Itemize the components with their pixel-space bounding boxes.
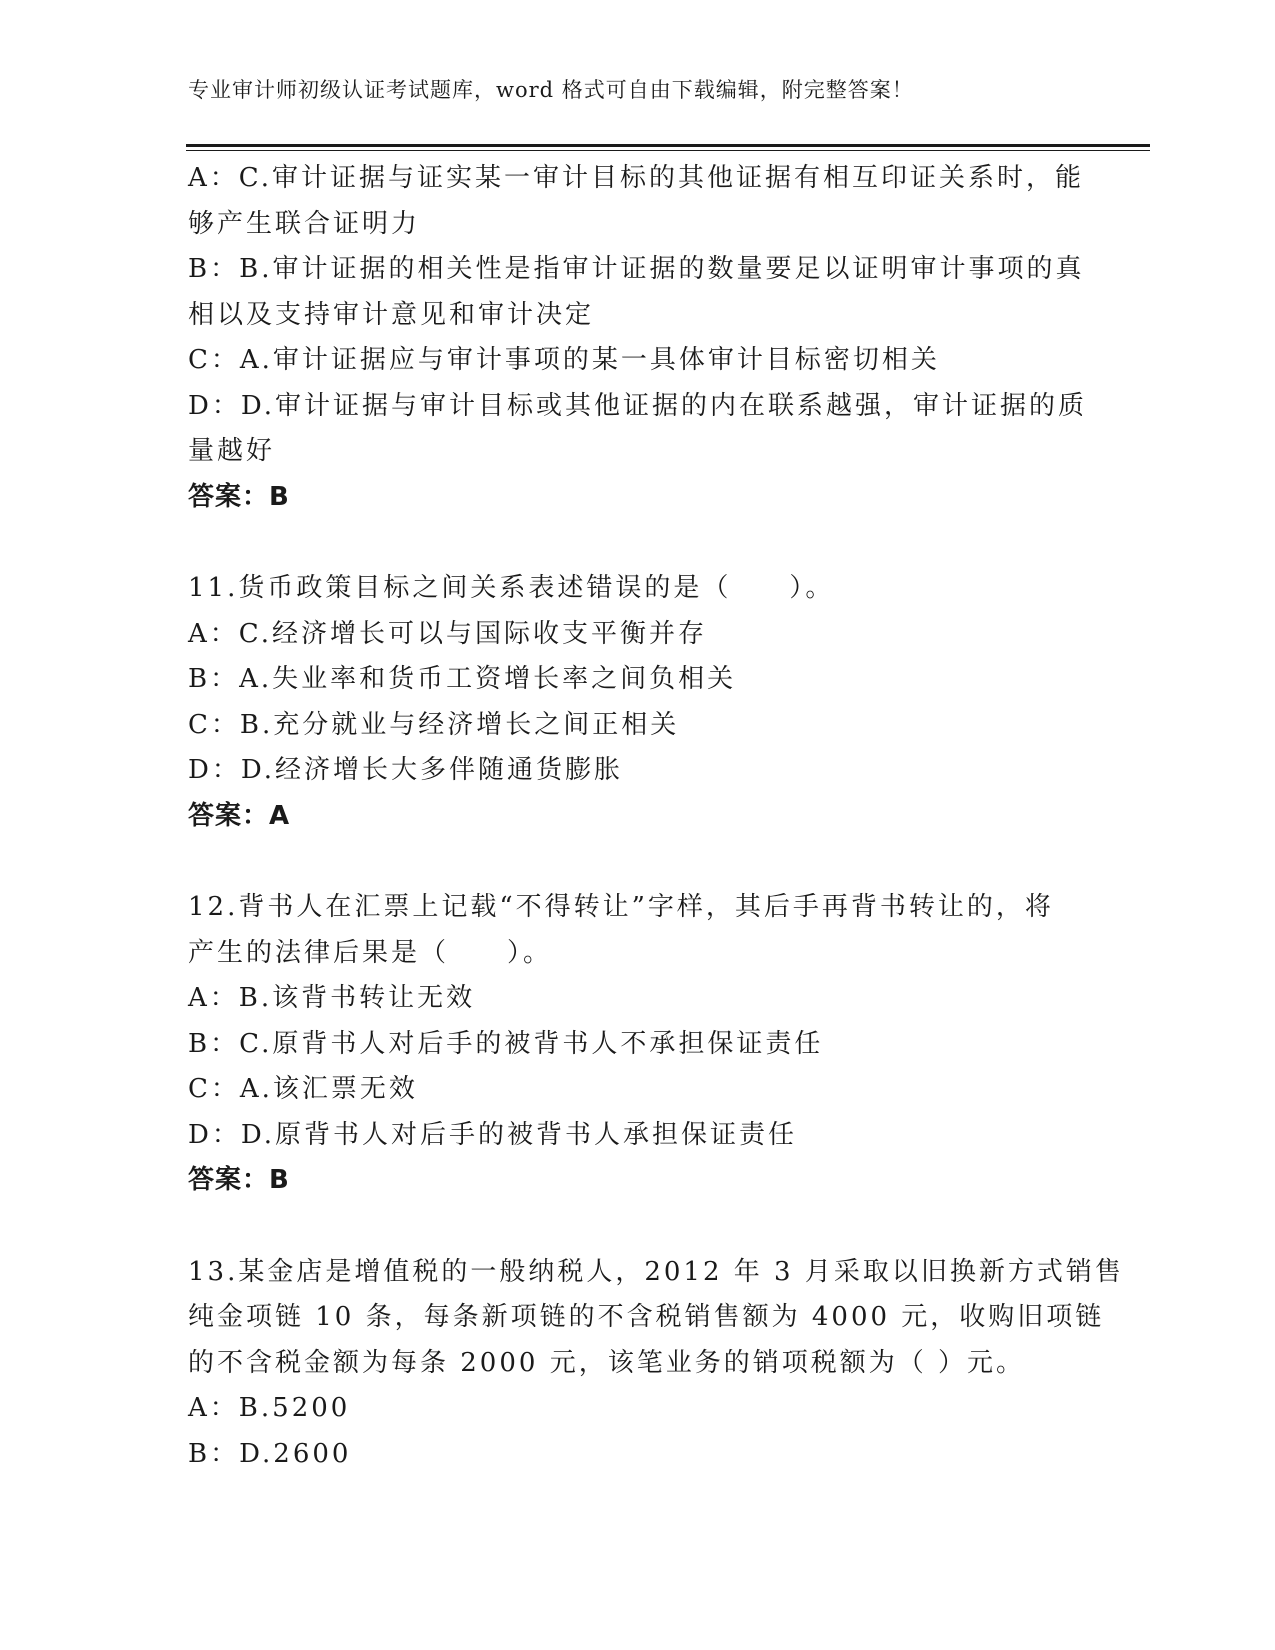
option-a	[188, 156, 1093, 247]
header-rule-thick	[186, 144, 1150, 147]
option-c	[188, 338, 1093, 384]
option-line: A：C.审计证据与证实某一审计目标的其他证据有相互印证关系时，能	[188, 163, 1085, 193]
option-b: B：D.2600	[188, 1438, 352, 1469]
header-rule-thin	[186, 150, 1150, 151]
option-d: D：D.原背书人对后手的被背书人承担保证责任	[188, 1119, 798, 1150]
option-c: C：A.该汇票无效	[188, 1074, 418, 1104]
option-line: C：A.审计证据应与审计事项的某一具体审计目标密切相关	[188, 345, 940, 375]
question-block	[188, 885, 1093, 1204]
answer-text: 答案：B	[188, 481, 290, 512]
question-text: 产生的法律后果是（ ）。	[188, 937, 553, 968]
option-line: 量越好	[188, 436, 276, 466]
option-b: B：C.原背书人对后手的被背书人不承担保证责任	[188, 1028, 824, 1059]
question-text: 的不含税金额为每条 2000 元，该笔业务的销项税额为（ ）元。	[188, 1347, 1025, 1378]
option-a: A：B.该背书转让无效	[188, 983, 476, 1013]
option-line: B：B.审计证据的相关性是指审计证据的数量要足以证明审计事项的真	[188, 254, 1085, 284]
spacer	[188, 1204, 1093, 1250]
question-list	[188, 156, 1124, 1477]
option-a: A：B.5200	[188, 1393, 351, 1423]
question-text: 纯金项链 10 条，每条新项链的不含税销售额为 4000 元，收购旧项链	[188, 1302, 1105, 1332]
answer-text: 答案：A	[188, 800, 291, 831]
option-line: 相以及支持审计意见和审计决定	[188, 299, 595, 330]
option-c: C：B.充分就业与经济增长之间正相关	[188, 709, 680, 740]
question-text: 13.某金店是增值税的一般纳税人，2012 年 3 月采取以旧换新方式销售	[188, 1256, 1124, 1287]
option-d: D：D.经济增长大多伴随通货膨胀	[188, 755, 624, 785]
question-block	[188, 156, 1093, 520]
question-text: 11.货币政策目标之间关系表述错误的是（ ）。	[188, 573, 835, 603]
question-block	[188, 1250, 1124, 1478]
header-text: 专业审计师初级认证考试题库，word 格式可自由下载编辑，附完整答案！	[188, 78, 914, 102]
option-a: A：C.经济增长可以与国际收支平衡并存	[188, 618, 708, 649]
option-line: D：D.审计证据与审计目标或其他证据的内在联系越强，审计证据的质	[188, 390, 1088, 421]
option-b: B：A.失业率和货币工资增长率之间负相关	[188, 664, 737, 694]
answer-text: 答案：B	[188, 1165, 290, 1195]
option-d	[188, 384, 1093, 475]
question-block	[188, 566, 1093, 839]
spacer	[188, 839, 1093, 885]
option-b	[188, 247, 1093, 338]
option-line: 够产生联合证明力	[188, 208, 421, 239]
spacer	[188, 520, 1093, 566]
question-text: 12.背书人在汇票上记载“不得转让”字样，其后手再背书转让的，将	[188, 892, 1054, 922]
